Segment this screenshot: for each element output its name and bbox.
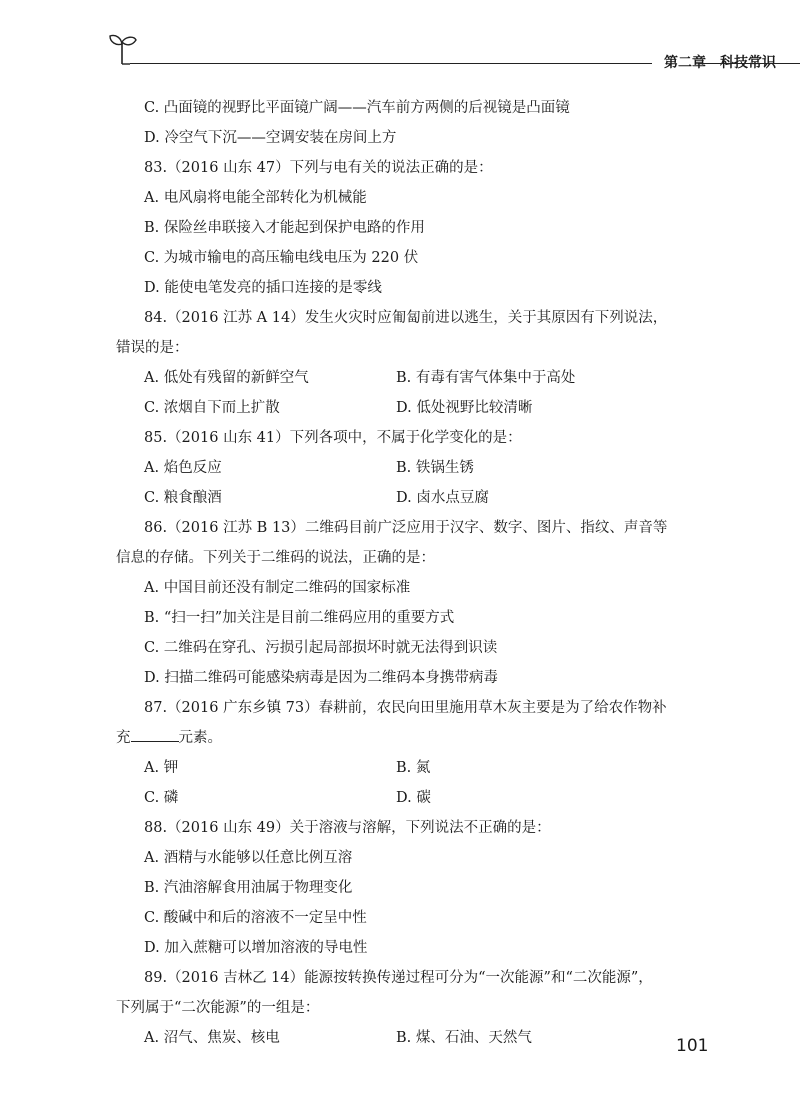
question-stem-continued: 信息的存储。下列关于二维码的说法，正确的是： (116, 550, 435, 566)
option-line: C. 为城市输电的高压输电线电压为 220 伏 (144, 250, 419, 266)
option: C. 磷 (144, 790, 179, 806)
page-number: 101 (676, 1036, 709, 1056)
stem-text: 充 (116, 730, 131, 746)
header-rule-right (698, 63, 800, 64)
question-body (116, 93, 696, 1053)
option-line: C. 凸面镜的视野比平面镜广阔——汽车前方两侧的后视镜是凸面镜 (144, 100, 570, 116)
option-line: D. 能使电笔发亮的插口连接的是零线 (144, 280, 382, 296)
option-line: B. “扫一扫”加关注是目前二维码应用的重要方式 (144, 610, 455, 626)
option: B. 铁锅生锈 (396, 460, 474, 476)
option: B. 煤、石油、天然气 (396, 1030, 532, 1046)
option-line: A. 电风扇将电能全部转化为机械能 (144, 190, 367, 206)
question-stem: 86.（2016 江苏 B 13）二维码目前广泛应用于汉字、数字、图片、指纹、声音等 (144, 520, 668, 536)
option-row (116, 363, 696, 393)
question-stem-continued: 下列属于“二次能源”的一组是： (116, 1000, 320, 1016)
stem-text: 元素。 (178, 730, 222, 746)
option-line: B. 保险丝串联接入才能起到保护电路的作用 (144, 220, 425, 236)
question-stem: 88.（2016 山东 49）关于溶液与溶解，下列说法不正确的是： (144, 820, 551, 836)
option-row (116, 753, 696, 783)
option: C. 粮食酿酒 (144, 490, 222, 506)
option-line: A. 酒精与水能够以任意比例互溶 (144, 850, 353, 866)
option: C. 浓烟自下而上扩散 (144, 400, 280, 416)
option: A. 低处有残留的新鲜空气 (144, 370, 309, 386)
option-line: A. 中国目前还没有制定二维码的国家标准 (144, 580, 411, 596)
option: A. 焰色反应 (144, 460, 222, 476)
option-line: D. 冷空气下沉——空调安装在房间上方 (144, 130, 397, 146)
option-line: B. 汽油溶解食用油属于物理变化 (144, 880, 353, 896)
question-stem: 85.（2016 山东 41）下列各项中，不属于化学变化的是： (144, 430, 522, 446)
question-stem: 84.（2016 江苏 A 14）发生火灾时应匍匐前进以逃生，关于其原因有下列说法， (144, 310, 668, 326)
option: A. 钾 (144, 760, 179, 776)
page-header (108, 28, 776, 72)
question-stem: 87.（2016 广东乡镇 73）春耕前，农民向田里施用草木灰主要是为了给农作物补 (144, 700, 667, 716)
option-line: D. 扫描二维码可能感染病毒是因为二维码本身携带病毒 (144, 670, 498, 686)
section-label: 科技常识 (720, 55, 776, 71)
chapter-label: 第二章 (664, 55, 706, 71)
question-stem-continued (116, 723, 696, 753)
question-stem: 83.（2016 山东 47）下列与电有关的说法正确的是： (144, 160, 493, 176)
question-stem-continued: 错误的是： (116, 340, 189, 356)
option-line: C. 二维码在穿孔、污损引起局部损坏时就无法得到识读 (144, 640, 498, 656)
sprout-icon (108, 28, 138, 68)
option: B. 氮 (396, 760, 431, 776)
option-line: C. 酸碱中和后的溶液不一定呈中性 (144, 910, 367, 926)
option-row (116, 393, 696, 423)
option: D. 卤水点豆腐 (396, 490, 489, 506)
option-row (116, 1023, 696, 1053)
option: D. 碳 (396, 790, 431, 806)
header-rule-left (130, 63, 652, 64)
option: B. 有毒有害气体集中于高处 (396, 370, 576, 386)
option-row (116, 783, 696, 813)
header-title (664, 52, 776, 72)
option-row (116, 483, 696, 513)
option-line: D. 加入蔗糖可以增加溶液的导电性 (144, 940, 368, 956)
question-stem: 89.（2016 吉林乙 14）能源按转换传递过程可分为“一次能源”和“二次能源”， (144, 970, 653, 986)
option: A. 沼气、焦炭、核电 (144, 1030, 280, 1046)
fill-blank (131, 723, 179, 742)
option-row (116, 453, 696, 483)
option: D. 低处视野比较清晰 (396, 400, 533, 416)
